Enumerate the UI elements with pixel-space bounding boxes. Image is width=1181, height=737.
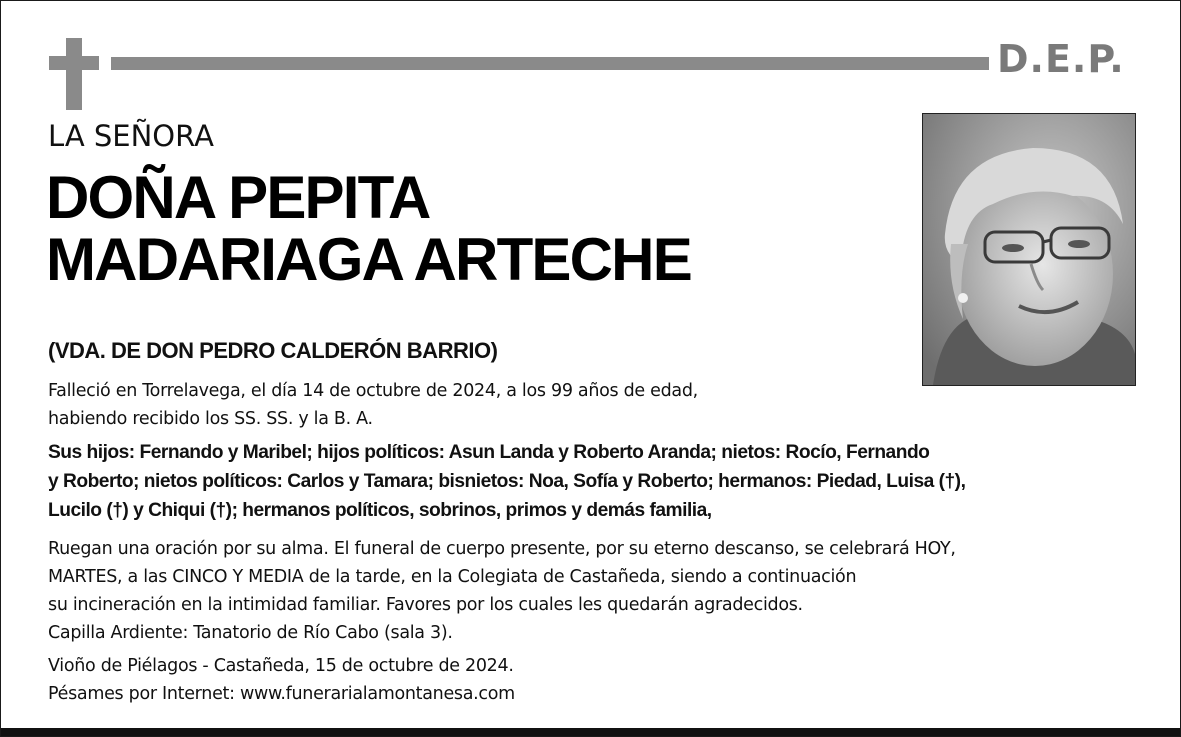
text-line: Falleció en Torrelavega, el día 14 de octubre de 2024, a los 99 años de edad,: [48, 381, 698, 401]
death-paragraph: [48, 377, 698, 433]
name-line: MADARIAGA ARTECHE: [46, 226, 691, 293]
deceased-name: [46, 164, 691, 293]
text-line: Sus hijos: Fernando y Maribel; hijos políticos: Asun Landa y Roberto Aranda; nietos: Rocío, Fernando: [48, 442, 930, 463]
portrait-photo: [922, 113, 1136, 386]
bottom-border: [1, 728, 1180, 736]
text-line: Ruegan una oración por su alma. El funeral de cuerpo presente, por su eterno descanso, se celebrará HOY,: [48, 539, 956, 559]
text-line: Pésames por Internet: www.funerarialamontanesa.com: [48, 684, 515, 704]
dep-label: D.E.P.: [997, 37, 1125, 81]
text-line: MARTES, a las CINCO Y MEDIA de la tarde, en la Colegiata de Castañeda, siendo a continuación: [48, 567, 857, 587]
footer-paragraph: [48, 652, 515, 708]
name-line: DOÑA PEPITA: [46, 164, 430, 231]
text-line: Vioño de Piélagos - Castañeda, 15 de octubre de 2024.: [48, 656, 514, 676]
text-line: Lucilo (†) y Chiqui (†); hermanos políticos, sobrinos, primos y demás familia,: [48, 500, 712, 521]
salutation: LA SEÑORA: [48, 119, 214, 153]
text-line: su incineración en la intimidad familiar. Favores por los cuales les quedarán agradecidos.: [48, 595, 803, 615]
family-paragraph: [48, 438, 965, 525]
cross-icon: [49, 38, 99, 110]
widow-line: (VDA. DE DON PEDRO CALDERÓN BARRIO): [48, 338, 498, 363]
text-line: habiendo recibido los SS. SS. y la B. A.: [48, 409, 373, 429]
text-line: y Roberto; nietos políticos: Carlos y Tamara; bisnietos: Noa, Sofía y Roberto; hermanos: Piedad, Luisa (†),: [48, 471, 966, 492]
header-rule: [111, 57, 989, 70]
text-line: Capilla Ardiente: Tanatorio de Río Cabo (sala 3).: [48, 623, 453, 643]
funeral-paragraph: [48, 535, 956, 647]
